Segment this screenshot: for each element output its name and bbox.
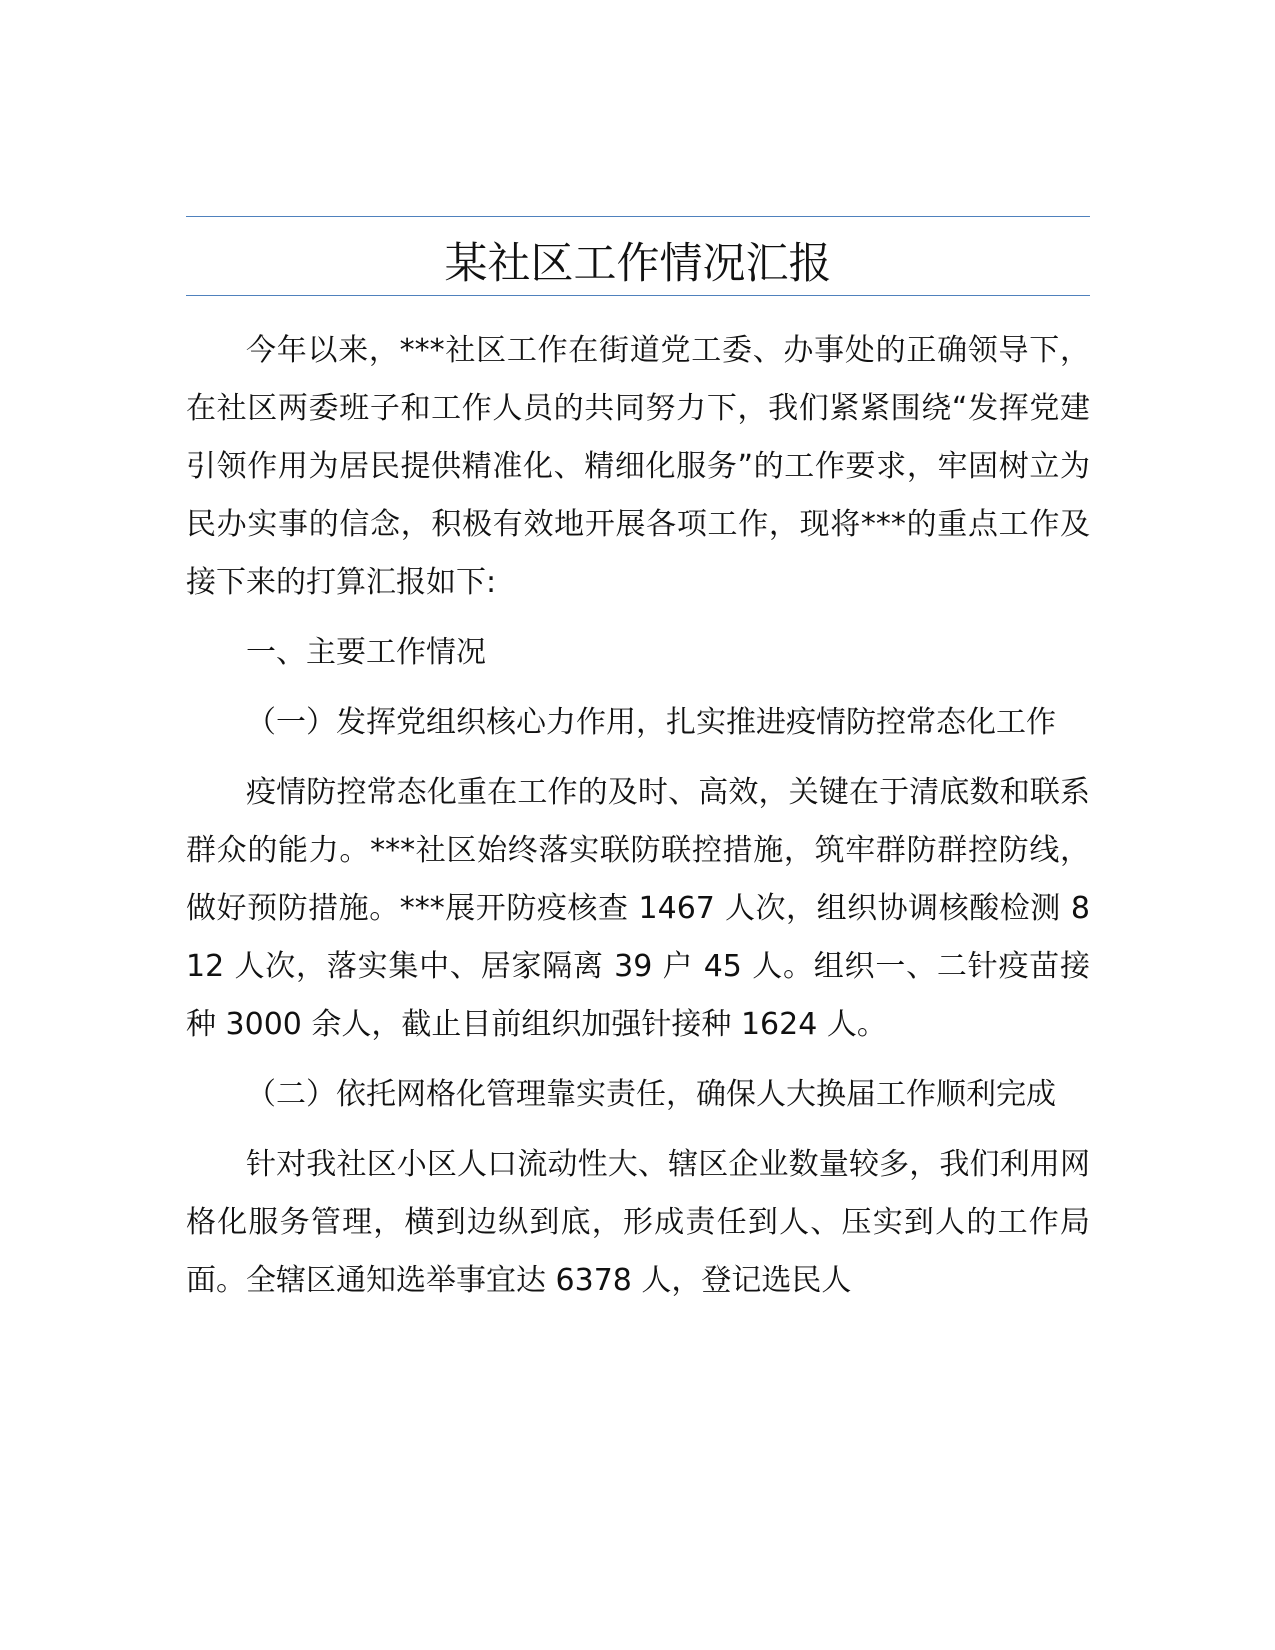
document-title: 某社区工作情况汇报: [444, 239, 832, 289]
subsection-heading-grid-management: （二）依托网格化管理靠实责任，确保人大换届工作顺利完成: [246, 1077, 1056, 1112]
epidemic-paragraph: 疫情防控常态化重在工作的及时、高效，关键在于清底数和联系群众的能力。***社区始终落实联防联控措施，筑牢群防群控防线，做好预防措施。***展开防疫核查 1467 人次，组织协调核酸检测 812 人次，落实集中、居家隔离 39 户 45 人。组织一、二针疫苗接种 3000 余人，截止目前组织加强针接种 1624 人。: [186, 775, 1090, 1042]
grid-management-paragraph: 针对我社区小区人口流动性大、辖区企业数量较多，我们利用网格化服务管理，横到边纵到底，形成责任到人、压实到人的工作局面。全辖区通知选举事宜达 6378 人，登记选民人: [186, 1147, 1090, 1298]
section-heading-main-work: 一、主要工作情况: [246, 635, 486, 670]
document-body: [186, 322, 1090, 1310]
intro-paragraph: 今年以来，***社区工作在街道党工委、办事处的正确领导下，在社区两委班子和工作人员的共同努力下，我们紧紧围绕“发挥党建引领作用为居民提供精准化、精细化服务”的工作要求，牢固树立为民办实事的信念，积极有效地开展各项工作，现将***的重点工作及接下来的打算汇报如下:: [186, 333, 1090, 600]
title-bottom-rule: [186, 295, 1090, 296]
subsection-heading-epidemic: （一）发挥党组织核心力作用，扎实推进疫情防控常态化工作: [246, 705, 1056, 740]
document-content: [186, 216, 1090, 1322]
